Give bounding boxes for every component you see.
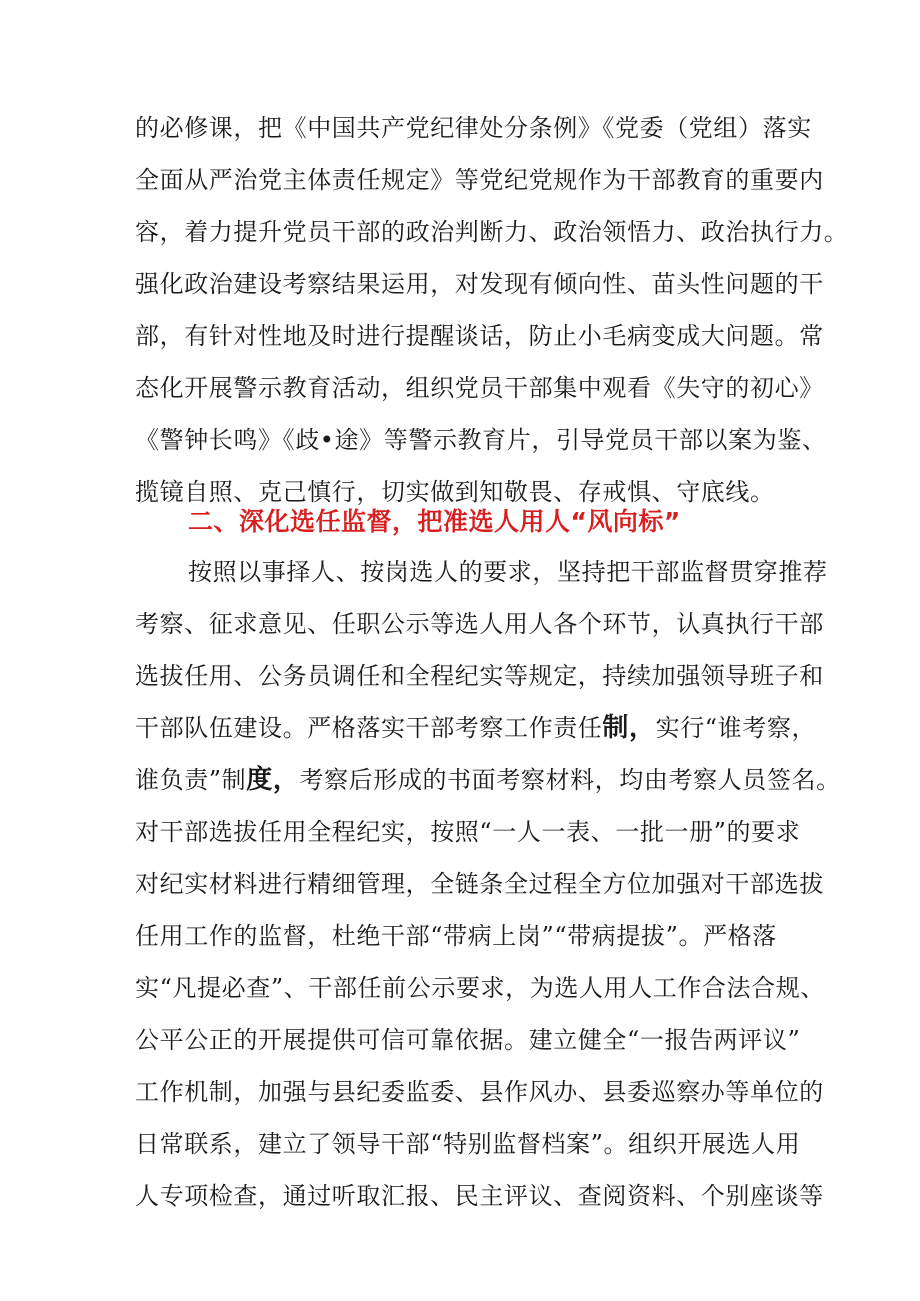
- paragraph-line: 《警钟长鸣》《歧•途》等警示教育片，引导党员干部以案为鉴、: [135, 426, 827, 454]
- paragraph-line: 部，有针对性地及时进行提醒谈话，防止小毛病变成大问题。常: [135, 322, 824, 350]
- paragraph-line: 全面从严治党主体责任规定》等党纪党规作为干部教育的重要内: [135, 166, 824, 194]
- paragraph-line: 日常联系，建立了领导干部“特别监督档案”。组织开展选人用: [135, 1130, 801, 1158]
- paragraph-line: 对纪实材料进行精细管理，全链条全过程全方位加强对干部选拔: [135, 870, 824, 898]
- paragraph-line: 揽镜自照、克己慎行，切实做到知敬畏、存戒惧、守底线。: [135, 478, 775, 506]
- paragraph-line: [135, 708, 816, 748]
- paragraph-line: 实“凡提必查”、干部任前公示要求，为选人用人工作合法合规、: [135, 974, 825, 1002]
- paragraph-line: 任用工作的监督，杜绝干部“带病上岗”“带病提拔”。严格落: [135, 922, 777, 950]
- emphasis-text: 度，: [246, 765, 300, 795]
- paragraph-line: 公平公正的开展提供可信可靠依据。建立健全“一报告两评议”: [135, 1026, 801, 1054]
- paragraph-line: 选拔任用、公务员调任和全程纪实等规定，持续加强领导班子和: [135, 662, 824, 690]
- text-run: 实行“谁考察，: [655, 714, 817, 742]
- paragraph-line: 人专项检查，通过听取汇报、民主评议、查阅资料、个别座谈等: [135, 1182, 824, 1210]
- paragraph-line: 按照以事择人、按岗选人的要求，坚持把干部监督贯穿推荐: [188, 558, 828, 586]
- paragraph-line: [135, 760, 841, 800]
- text-run: 考察后形成的书面考察材料，均由考察人员签名。: [299, 766, 841, 794]
- paragraph-line: 工作机制，加强与县纪委监委、县作风办、县委巡察办等单位的: [135, 1078, 824, 1106]
- paragraph-line: 的必修课，把《中国共产党纪律处分条例》《党委（党组）落实: [135, 114, 812, 142]
- section-heading: 二、深化选任监督，把准选人用人“风向标”: [188, 507, 681, 536]
- emphasis-text: 制，: [602, 713, 656, 743]
- paragraph-line: 对干部选拔任用全程纪实，按照“一人一表、一批一册”的要求: [135, 818, 801, 846]
- paragraph-line: 强化政治建设考察结果运用，对发现有倾向性、苗头性问题的干: [135, 270, 824, 298]
- paragraph-line: 考察、征求意见、任职公示等选人用人各个环节，认真执行干部: [135, 610, 824, 638]
- text-run: 干部队伍建设。严格落实干部考察工作责任: [135, 714, 603, 742]
- paragraph-line: 态化开展警示教育活动，组织党员干部集中观看《失守的初心》: [135, 374, 824, 402]
- paragraph-line: 容，着力提升党员干部的政治判断力、政治领悟力、政治执行力。: [135, 218, 849, 246]
- text-run: 谁负责”制: [135, 766, 247, 794]
